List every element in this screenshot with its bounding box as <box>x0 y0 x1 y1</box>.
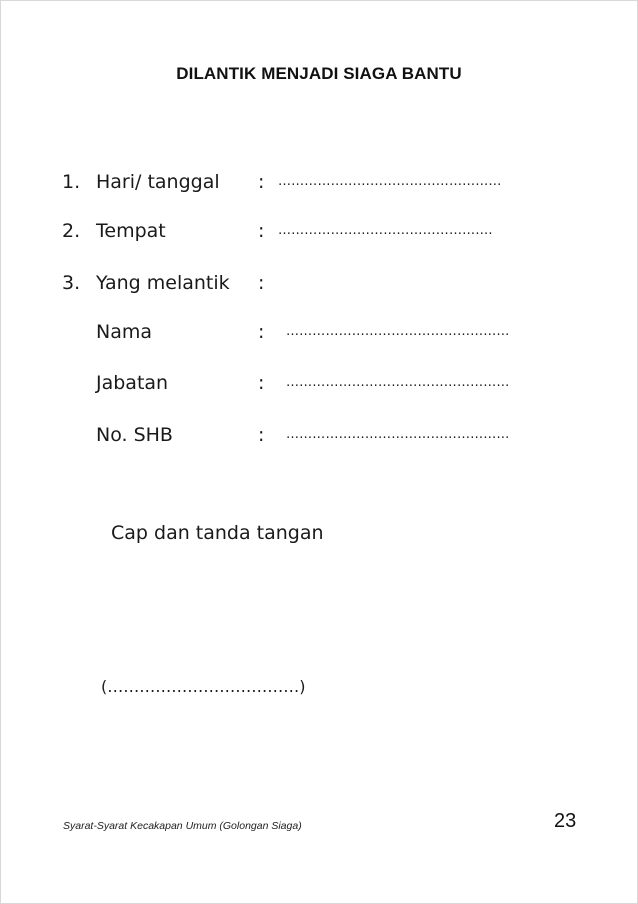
subfield-colon: : <box>258 372 265 394</box>
field-colon: : <box>258 220 265 242</box>
subfield-row-no-shb <box>0 420 638 450</box>
subfield-colon: : <box>258 424 265 446</box>
subfield-label: No. SHB <box>96 424 173 446</box>
stamp-signature-caption: Cap dan tanda tangan <box>111 522 324 544</box>
field-number: 2. <box>62 220 81 242</box>
field-dotted-line: …………………………………………… <box>278 174 502 189</box>
subfield-row-nama <box>0 317 638 347</box>
subfield-label: Nama <box>96 321 153 343</box>
field-label: Yang melantik <box>96 272 230 294</box>
field-label: Hari/ tanggal <box>96 171 220 193</box>
page-title: DILANTIK MENJADI SIAGA BANTU <box>176 64 462 83</box>
field-row-hari-tanggal <box>0 167 638 197</box>
page-number: 23 <box>554 810 577 832</box>
field-number: 1. <box>62 171 81 193</box>
field-row-yang-melantik <box>0 268 638 298</box>
field-label: Tempat <box>96 220 166 242</box>
field-dotted-line: …………………………………………. <box>278 223 493 238</box>
subfield-row-jabatan <box>0 368 638 398</box>
subfield-dotted-line: …………………………………………… <box>286 324 510 339</box>
subfield-colon: : <box>258 321 265 343</box>
footer-book-title: Syarat-Syarat Kecakapan Umum (Golongan Siaga) <box>63 820 302 832</box>
field-colon: : <box>258 272 265 294</box>
subfield-dotted-line: …………………………………………… <box>286 427 510 442</box>
field-row-tempat <box>0 216 638 246</box>
subfield-dotted-line: …………………………………………… <box>286 375 510 390</box>
signature-line: (………………………………) <box>101 677 306 696</box>
field-colon: : <box>258 171 265 193</box>
field-number: 3. <box>62 272 81 294</box>
subfield-label: Jabatan <box>96 372 169 394</box>
